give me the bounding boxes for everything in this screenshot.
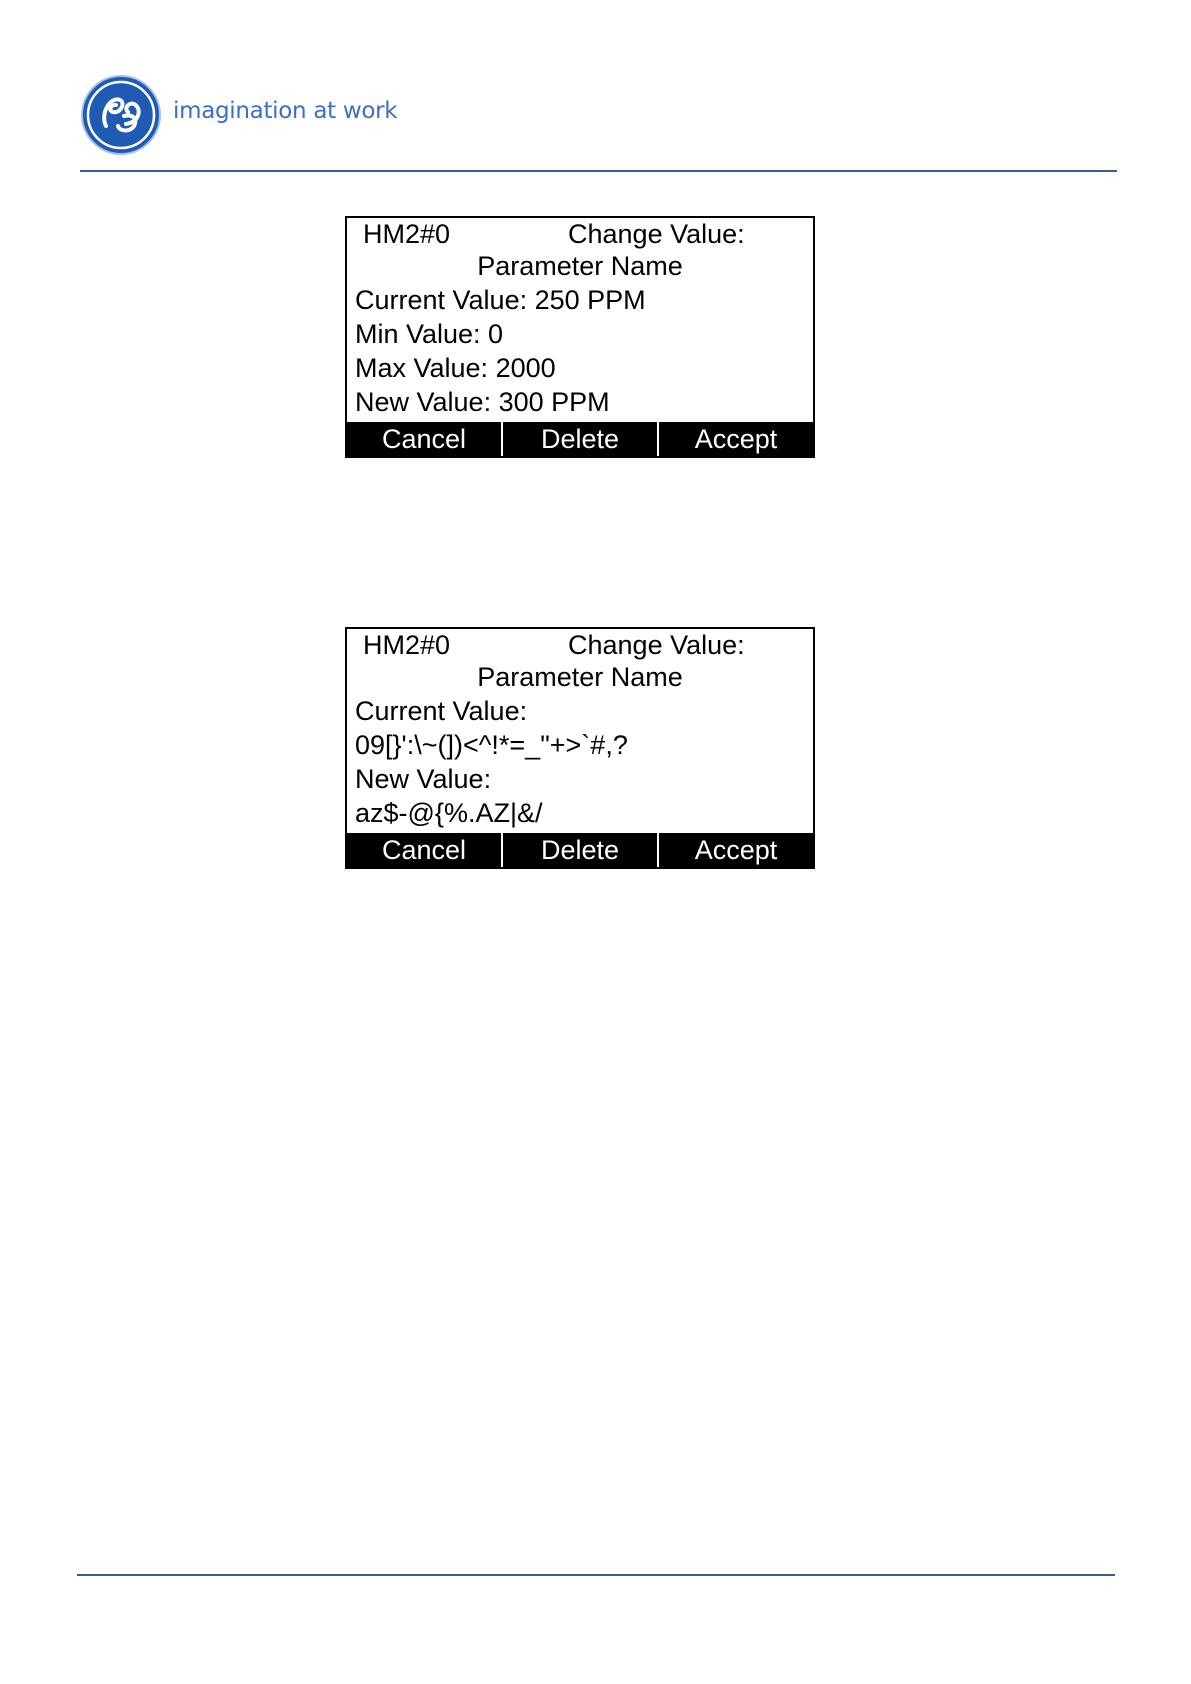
current-value-text: 09[}':\~(])<^!*=_"+>`#,? [355, 730, 628, 760]
delete-softkey[interactable]: Delete [503, 422, 659, 456]
accept-softkey[interactable]: Accept [694, 424, 778, 454]
softkey-bar [347, 833, 813, 867]
device-id: HM2#0 [363, 219, 451, 249]
max-value-line: Max Value: 2000 [355, 353, 556, 383]
cancel-softkey[interactable]: Cancel [347, 422, 503, 456]
min-value-line: Min Value: 0 [355, 319, 504, 349]
current-value-label: Current Value: [355, 696, 528, 726]
screen-title: Change Value: [568, 219, 745, 249]
accept-softkey[interactable]: Accept [694, 835, 778, 865]
lcd-screen-2 [345, 627, 815, 869]
tagline: imagination at work [173, 98, 398, 124]
ge-logo [80, 74, 162, 156]
parameter-name: Parameter Name [477, 251, 683, 281]
new-value-label: New Value: [355, 764, 492, 794]
lcd-screen-1 [345, 216, 815, 458]
softkey-bar [347, 422, 813, 456]
new-value-line[interactable]: New Value: 300 PPM [355, 387, 610, 417]
cancel-softkey[interactable]: Cancel [347, 833, 503, 867]
new-value-text[interactable]: az$-@{%.AZ|&/ [355, 798, 543, 828]
current-value-line: Current Value: 250 PPM [355, 285, 646, 315]
footer-rule [77, 1574, 1115, 1576]
device-id: HM2#0 [363, 630, 451, 660]
screen-title: Change Value: [568, 630, 745, 660]
delete-softkey[interactable]: Delete [503, 833, 659, 867]
header-rule [80, 170, 1117, 172]
parameter-name: Parameter Name [477, 662, 683, 692]
